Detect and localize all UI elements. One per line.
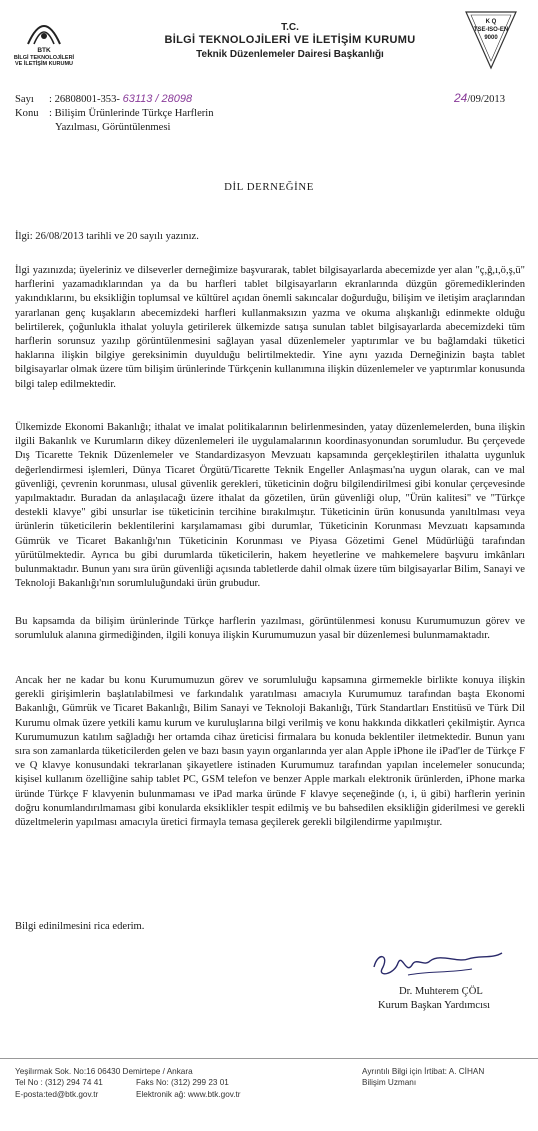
header-institution: BİLGİ TEKNOLOJİLERİ VE İLETİŞİM KURUMU bbox=[164, 34, 416, 46]
handwritten-signature bbox=[368, 945, 508, 985]
btk-logo bbox=[22, 10, 66, 50]
signature-scribble-icon bbox=[368, 945, 508, 985]
footer-divider bbox=[0, 1058, 538, 1059]
header-tc: T.C. bbox=[281, 22, 299, 33]
body-paragraph-3: Bu kapsamda da bilişim ürünlerinde Türkçe harflerin yazılması, görüntülenmesi konusu Kurumumuzun görev ve sorumluluk alanına girmediğinden, ilgili konuya ilişkin Kurumumuzun yasal bir düzenlemesi bulunmamaktadır. bbox=[15, 616, 525, 642]
footer-phone-fax bbox=[15, 1077, 241, 1088]
signatory-name: Dr. Muhterem ÇÖL bbox=[399, 986, 483, 997]
konu-row bbox=[15, 107, 214, 120]
body-paragraph-2: Ülkemizde Ekonomi Bakanlığı; ithalat ve imalat politikalarının belirlenmesinden, yatay düzenlemelerden, buna ilişkin ilgili Bakanlık ve Kurumların dikey düzenlemeleri ile uygulamalarının koordinasyonundan sorumludur. Bu çerçevede Dış Ticarette Teknik Düzenlemeler ve Standardizasyon Mevzuatı kapsamında gerçekleştirilen ithalatta uygunluk değerlendirmesi işlemleri, Dünya Ticaret Örgütü/Ticarette Teknik Engeller Anlaşması'na uygun olarak, can ve mal güvenliği, çevrenin korunması, ulusal güvenlik gerekleri, tüketicinin doğru bilgilendirilmesi gibi konular çerçevesinde yapılmaktadır. Buradan da anlaşılacağı üzere ithalat da gözetilen, ürün güvenliği olup, "Ürün kalitesi" ve "Türkçe destekli klavye" gibi unsurlar ise tüketicinin tercihine bırakılmıştır. Tüketicinin ürün konusunda yanıltılması veya ürünlerin tüketicilerin beklentilerini karşılamaması gibi durumlar, Tüketicinin Korunması Mevzuatı kapsamında Gümrük ve Ticaret Bakanlığı'nın Tüketicinin Korunması ve Piyasa Gözetimi Genel Müdürlüğü tarafından yürütülmektedir. Ayrıca bu gibi durumlarda tüketicilerin, hakem heyetlerine ve mahkemelere başvuru imkânları bulunmaktadır. Bunun yanı sıra ürün güvenliği açısında tabletlerde dahil olmak üzere tüm bilgisayarlar Bilim, Sanayi ve Teknoloji Bakanlığı'nın sorumluluğundaki ürün grubudur. bbox=[15, 422, 525, 590]
cert-mid-text: TSE-ISO-EN bbox=[473, 27, 509, 33]
konu-label: Konu bbox=[15, 108, 39, 119]
cert-bottom-text: 9000 bbox=[484, 35, 498, 41]
signature-block bbox=[378, 985, 491, 1013]
footer-email-web bbox=[15, 1089, 241, 1100]
body-paragraph-1: İlgi yazınızda; üyeleriniz ve dilseverler derneğimize başvurarak, tablet bilgisayarlarda abecemizde yer alan "ç,ğ,ı,ö,ş,ü" harflerini yazamadıklarından ya da bu harfleri tablet bilgisayarların ekranlarında düzgün göremediklerinden yakındıklarını, bu eksikliğin toplumsal ve kültürel açıdan önemli sakıncalar doğurduğu, bilişim ve iletişim araçlarından yararlanan genç kuşakların abecemizdeki harfleri kullanmaksızın yazma ve okuma alışkanlığı edinmekte olduğu belirtilerek, çoğunlukla ithalat yoluyla getirilerek ülkemizde satışa sunulan tablet bilgisayarlarda abecemizdeki tüm harflerin sorunsuz yazılıp görüntülenmesini sağlayan yasal düzenlemeler yaptırımlar ve bu bağlamdaki tüketici haklarına ilişkin bilgiye gereksinimin duyulduğu belirtilmektedir. Yine aynı yazıda Derneğinizin başta tablet bilgisayarlar olmak üzere tüm bilişim ürünlerinde Türkçenin kullanımına ilişkin düzenlemeler ve yaptırımlar konusunda bilgi talep edilmektedir. bbox=[15, 265, 525, 390]
footer-fax: Faks No: (312) 299 23 01 bbox=[136, 1078, 229, 1088]
logo-abbr: BTK bbox=[37, 47, 51, 54]
sayi-label: Sayı bbox=[15, 94, 34, 105]
footer-web: Elektronik ağ: www.btk.gov.tr bbox=[136, 1089, 241, 1099]
logo-text bbox=[4, 48, 84, 68]
body-paragraph-4: Ancak her ne kadar bu konu Kurumumuzun görev ve sorumluluğu kapsamına girmemekle birlikte konuya ilişkin gerekli girişimlerin başlatılabilmesi ve farkındalık yaratılması amacıyla Kurumumuz tarafından başta Ekonomi Bakanlığı, Gümrük ve Ticaret Bakanlığı, Bilim Sanayi ve Teknoloji Bakanlığı, Türk Standartları Enstitüsü ve Türk Dil Kurumu olmak üzere yetkili kamu kurum ve kuruluşlarına bilgi verilmiş ve konu hakkında dikkatleri çekilmiştir. Ayrıca Kurumumuzun katılım sağladığı her ortamda cihaz üreticisi firmalara bu konuda beklentiler iletmektedir. Bunun yanı sıra son zamanlarda tüketicilerden gelen ve bazı basın yayın organlarında yer alan Apple iPhone ile iPad'ler de Türkçe F ve Q klavye konusundaki tekrarlanan şikayetlere istinaden Kurumumuz tarafından yapılan incelemeler sonucunda; kişisel kullanım özelliğine sahip tablet PC, GSM telefon ve benzer Apple markalı elektronik ürünlerden, iPhone marka üründe Türkçe F klavyenin bulunmaması ve iPad marka üründe F klavye seçeneğinde (ı, i, ü gibi) harflerin yerinin doğru konumlandırılmaması gibi konularda eksiklikler tespit edilmiş ve bu bahsedilen eksikliğin giderilmesi ve gerekli düzeltmelerin yapılması amacıyla üretici firmayla temasa geçilerek gerekli bilgilendirme yapılmıştır. bbox=[15, 675, 525, 829]
footer-contact-block bbox=[362, 1066, 484, 1089]
date-handwritten-day: 24 bbox=[454, 91, 468, 105]
signatory-title: Kurum Başkan Yardımcısı bbox=[378, 1000, 491, 1011]
date bbox=[454, 92, 505, 106]
body-paragraph-5: Bilgi edinilmesini rica ederim. bbox=[15, 921, 145, 932]
header-department: Teknik Düzenlemeler Dairesi Başkanlığı bbox=[196, 49, 384, 60]
logo-line-2: VE İLETİŞİM KURUMU bbox=[14, 61, 74, 68]
sayi-row bbox=[15, 93, 192, 106]
date-suffix: /09/2013 bbox=[467, 94, 506, 105]
footer-address: Yeşilırmak Sok. No:16 06430 Demirtepe / Ankara bbox=[15, 1067, 193, 1076]
sayi-handwritten: 63113 / 28098 bbox=[122, 93, 193, 105]
reference-line: İlgi: 26/08/2013 tarihli ve 20 sayılı yazınız. bbox=[15, 231, 199, 242]
konu-line-1: : Bilişim Ürünlerinde Türkçe Harflerin bbox=[49, 108, 214, 119]
logo-line-1: BİLGİ TEKNOLOJİLERİ bbox=[13, 54, 75, 61]
footer-contact-title: Bilişim Uzmanı bbox=[362, 1078, 417, 1088]
footer-tel: Tel No : (312) 294 74 41 bbox=[15, 1078, 103, 1088]
footer-address-block bbox=[15, 1066, 241, 1100]
footer-contact: Ayrıntılı Bilgi için İrtibat: A. CİHAN bbox=[362, 1067, 485, 1076]
recipient: DİL DERNEĞİNE bbox=[224, 181, 314, 193]
sayi-value: : 26808001-353- bbox=[49, 94, 120, 105]
konu-line-2: Yazılması, Görüntülenmesi bbox=[55, 122, 171, 133]
cert-top-text: K Q bbox=[485, 19, 497, 25]
btk-logo-mark-icon bbox=[22, 10, 66, 50]
tse-certification-seal bbox=[460, 8, 522, 72]
footer-email: E-posta:ted@btk.gov.tr bbox=[15, 1089, 99, 1099]
